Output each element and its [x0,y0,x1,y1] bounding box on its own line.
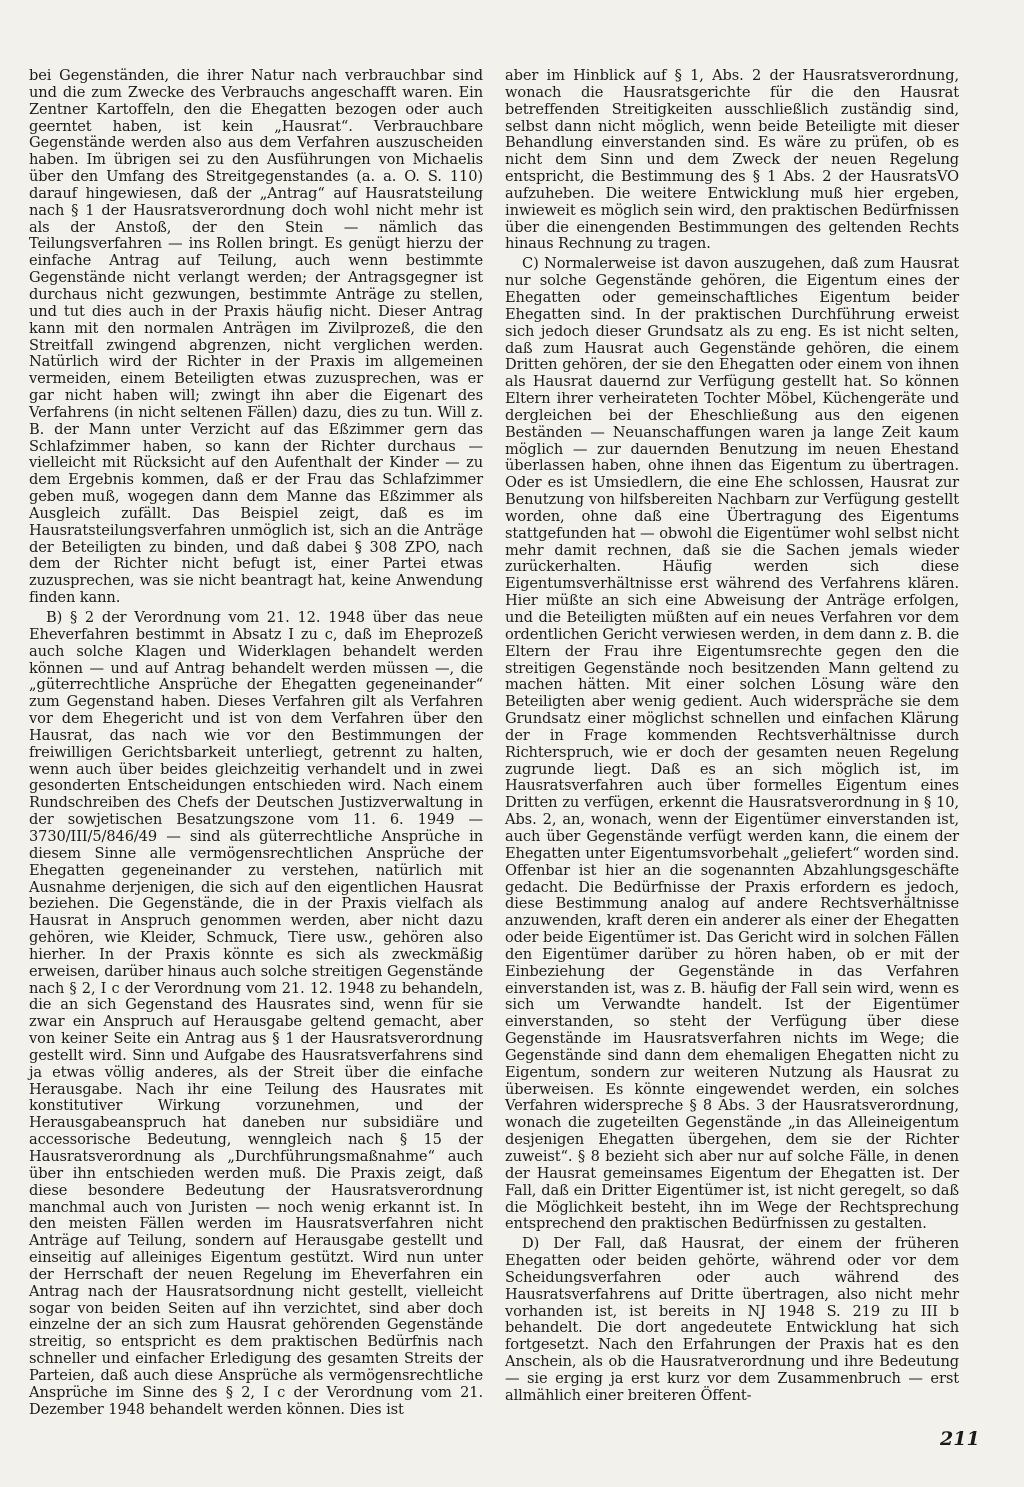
right-paragraph-c: C) Normalerweise ist davon auszugehen, daß zum Hausrat nur solche Gegenstände gehören, die Eigentum eines der Ehegatten oder gemeinschaftliches Eigentum beider Ehegatten sind. In der praktischen Durchführung erweist sich jedoch dieser Grundsatz als zu eng. Es ist nicht selten, daß zum Hausrat auch Gegenstände gehören, die einem Dritten gehören, der sie den Ehegatten oder einem von ihnen als Hausrat dauernd zur Verfügung gestellt hat. So können Eltern ihrer verheirateten Tochter Möbel, Küchengeräte und dergleichen bei der Eheschließung aus den eigenen Beständen — Neuanschaffungen waren ja lange Zeit kaum möglich — zur dauernden Benutzung im neuen Ehestand überlassen haben, ohne ihnen das Eigentum zu übertragen. Oder es ist Umsiedlern, die eine Ehe schlossen, Hausrat zur Benutzung von hilfsbereiten Nachbarn zur Verfügung gestellt worden, ohne daß eine Übertragung des Eigentums stattgefunden hat — obwohl die Eigentümer wohl selbst nicht mehr damit rechnen, daß sie die Sachen jemals wieder zurückerhalten. Häufig werden sich diese Eigentumsverhältnisse erst während des Verfahrens klären. Hier müßte an sich eine Abweisung der Anträge erfolgen, und die Beteiligten müßten auf ein neues Verfahren vor dem ordentlichen Gericht verwiesen werden, in dem dann z. B. die Eltern der Frau ihre Eigentumsrechte gegen den die streitigen Gegenstände noch besitzenden Mann geltend zu machen hätten. Mit einer solchen Lösung wäre den Beteiligten aber wenig gedient. Auch widerspräche sie dem Grundsatz einer möglichst schnellen und einfachen Klärung der in Frage kommenden Rechtsverhältnisse durch Richterspruch, wie er doch der gesamten neuen Regelung zugrunde liegt. Daß es an sich möglich ist, im Hausratsverfahren auch über formelles Eigentum eines Dritten zu verfügen, erkennt die Hausratsverordnung in § 10, Abs. 2, an, wonach, wenn der Eigentümer einverstanden ist, auch über Gegenstände verfügt werden kann, die einem der Ehegatten unter Eigentumsvorbehalt „geliefert“ worden sind. Offenbar ist hier an die sogenannten Abzahlungsgeschäfte gedacht. Die Bedürfnisse der Praxis erfordern es jedoch, diese Bestimmung analog auf andere Rechtsverhältnisse anzuwenden, kraft deren ein anderer als einer der Ehegatten oder beide Eigentümer ist. Das Gericht wird in solchen Fällen den Eigentümer darüber zu hören haben, ob er mit der Einbeziehung der Gegenstände in das Verfahren einverstanden ist, was z. B. häufig der Fall sein wird, wenn es sich um Verwandte handelt. Ist der Eigentümer einverstanden, so steht der Verfügung über diese Gegenstände im Hausratsverfahren nichts im Wege; die Gegenstände sind dann dem ehemaligen Ehegatten nicht zu Eigentum, sondern zur weiteren Nutzung als Hausrat zu überweisen. Es könnte eingewendet werden, ein solches Verfahren widerspreche § 8 Abs. 3 der Hausratsverordnung, wonach die zugeteilten Gegenstände „in das Alleineigentum desjenigen Ehegatten übergehen, dem sie der Richter zuweist“. § 8 bezieht sich aber nur auf solche Fälle, in denen der Hausrat gemeinsames Eigentum der Ehegatten ist. Der Fall, daß ein Dritter Eigentümer ist, ist nicht geregelt, so daß die Möglichkeit besteht, ihn im Wege der Rechtsprechung entsprechend den praktischen Bedürfnissen zu gestalten. [505,255,959,1233]
right-paragraph-b-continuation: aber im Hinblick auf § 1, Abs. 2 der Hausratsverordnung, wonach die Hausratsgerichte für die den Hausrat betreffenden Streitigkeiten ausschließlich zuständig sind, selbst dann nicht möglich, wenn beide Beteiligte mit dieser Behandlung einverstanden sind. Es wäre zu prüfen, ob es nicht dem Sinn und dem Zweck der neuen Regelung entspricht, die Bestimmung des § 1 Abs. 2 der HausratsVO aufzuheben. Die weitere Entwicklung muß hier ergeben, inwieweit es möglich sein wird, den praktischen Bedürfnissen über die einengenden Bestimmungen des geltenden Rechts hinaus Rechnung zu tragen. [505,67,959,253]
left-paragraph-b: B) § 2 der Verordnung vom 21. 12. 1948 über das neue Eheverfahren bestimmt in Absatz I zu c, daß im Eheprozeß auch solche Klagen und Widerklagen behandelt werden können — und auf Antrag behandelt werden müssen —, die „güterrechtliche Ansprüche der Ehegatten gegeneinander“ zum Gegenstand haben. Dieses Verfahren gilt als Verfahren vor dem Ehegericht und ist von dem Verfahren über den Hausrat, das nach wie vor den Bestimmungen der freiwilligen Gerichtsbarkeit unterliegt, getrennt zu halten, wenn auch über beides gleichzeitig verhandelt und in zwei gesonderten Entscheidungen entschieden wird. Nach einem Rundschreiben des Chefs der Deutschen Justizverwaltung in der sowjetischen Besatzungszone vom 11. 6. 1949 — 3730/III/5/846/49 — sind als güterrechtliche Ansprüche in diesem Sinne alle vermögensrechtlichen Ansprüche der Ehegatten gegeneinander zu verstehen, natürlich mit Ausnahme derjenigen, die sich auf den eigentlichen Hausrat beziehen. Die Gegenstände, die in der Praxis vielfach als Hausrat in Anspruch genommen werden, aber nicht dazu gehören, wie Kleider, Schmuck, Tiere usw., gehören also hierher. In der Praxis könnte es sich als zweckmäßig erweisen, darüber hinaus auch solche streitigen Gegenstände nach § 2, I c der Verordnung vom 21. 12. 1948 zu behandeln, die an sich Gegenstand des Hausrates sind, wenn für sie zwar ein Anspruch auf Herausgabe geltend gemacht, aber von keiner Seite ein Antrag aus § 1 der Hausratsverordnung gestellt wird. Sinn und Aufgabe des Hausratsverfahrens sind ja etwas völlig anderes, als der Streit über die einfache Herausgabe. Nach ihr eine Teilung des Hausrates mit konstitutiver Wirkung vorzunehmen, und der Herausgabeanspruch hat daneben nur subsidiäre und accessorische Bedeutung, wenngleich nach § 15 der Hausratsverordnung als „Durchführungsmaßnahme“ auch über ihn entschieden werden muß. Die Praxis zeigt, daß diese besondere Bedeutung der Hausratsverordnung manchmal auch von Juristen — noch wenig erkannt ist. In den meisten Fällen werden im Hausratsverfahren nicht Anträge auf Teilung, sondern auf Herausgabe gestellt und einseitig auf alleiniges Eigentum gestützt. Wird nun unter der Herrschaft der neuen Regelung im Eheverfahren ein Antrag nach der Hausratsordnung nicht gestellt, vielleicht sogar von beiden Seiten auf ihn verzichtet, sind aber doch einzelne der an sich zum Hausrat gehörenden Gegenstände streitig, so entspricht es dem praktischen Bedürfnis nach schneller und einfacher Erledigung des gesamten Streits der Parteien, daß auch diese Ansprüche als vermögensrechtliche Ansprüche im Sinne des § 2, I c der Verordnung vom 21. Dezember 1948 behandelt werden können. Dies ist [29,609,483,1418]
right-column [505,68,959,1405]
right-paragraph-d: D) Der Fall, daß Hausrat, der einem der früheren Ehegatten oder beiden gehörte, während oder vor dem Scheidungsverfahren oder auch während des Hausratsverfahrens auf Dritte übertragen, also nicht mehr vorhanden ist, ist bereits in NJ 1948 S. 219 zu III b behandelt. Die dort angedeutete Entwicklung hat sich fortgesetzt. Nach den Erfahrungen der Praxis hat es den Anschein, als ob die Hausratverordnung und ihre Bedeutung — sie erging ja erst kurz vor dem Zusammenbruch — erst allmählich einer breiteren Öffent- [505,1235,959,1404]
left-column [29,68,483,1419]
page-number: 211 [940,1428,980,1450]
left-paragraph-a-continuation: bei Gegenständen, die ihrer Natur nach verbrauchbar sind und die zum Zwecke des Verbrauchs angeschafft waren. Ein Zentner Kartoffeln, den die Ehegatten bezogen oder auch geerntet haben, ist kein „Hausrat“. Verbrauchbare Gegenstände werden also aus dem Verfahren auszuscheiden haben. Im übrigen sei zu den Ausführungen von Michaelis über den Umfang des Streitgegenstandes (a. a. O. S. 110) darauf hingewiesen, daß der „Antrag“ auf Hausratsteilung nach § 1 der Hausratsverordnung doch wohl nicht mehr ist als der Anstoß, der den Stein — nämlich das Teilungsverfahren — ins Rollen bringt. Es genügt hierzu der einfache Antrag auf Teilung, auch wenn bestimmte Gegenstände nicht verlangt werden; der Antragsgegner ist durchaus nicht gezwungen, bestimmte Anträge zu stellen, und tut dies auch in der Praxis häufig nicht. Dieser Antrag kann mit den normalen Anträgen im Zivilprozeß, die den Streitfall zwingend abgrenzen, nicht verglichen werden. Natürlich wird der Richter in der Praxis im allgemeinen vermeiden, einem Beteiligten etwas zuzusprechen, was er gar nicht haben will; zwingt ihn aber die Eigenart des Verfahrens (in nicht seltenen Fällen) dazu, dies zu tun. Will z. B. der Mann unter Verzicht auf das Eßzimmer gern das Schlafzimmer haben, so kann der Richter durchaus — vielleicht mit Rücksicht auf den Aufenthalt der Kinder — zu dem Ergebnis kommen, daß er der Frau das Schlafzimmer geben muß, wogegen dann dem Manne das Eßzimmer als Ausgleich zufällt. Das Beispiel zeigt, daß es im Hausratsteilungsverfahren unmöglich ist, sich an die Anträge der Beteiligten zu binden, und daß dabei § 308 ZPO, nach dem der Richter nicht befugt ist, einer Partei etwas zuzusprechen, was sie nicht beantragt hat, keine Anwendung finden kann. [29,67,483,607]
